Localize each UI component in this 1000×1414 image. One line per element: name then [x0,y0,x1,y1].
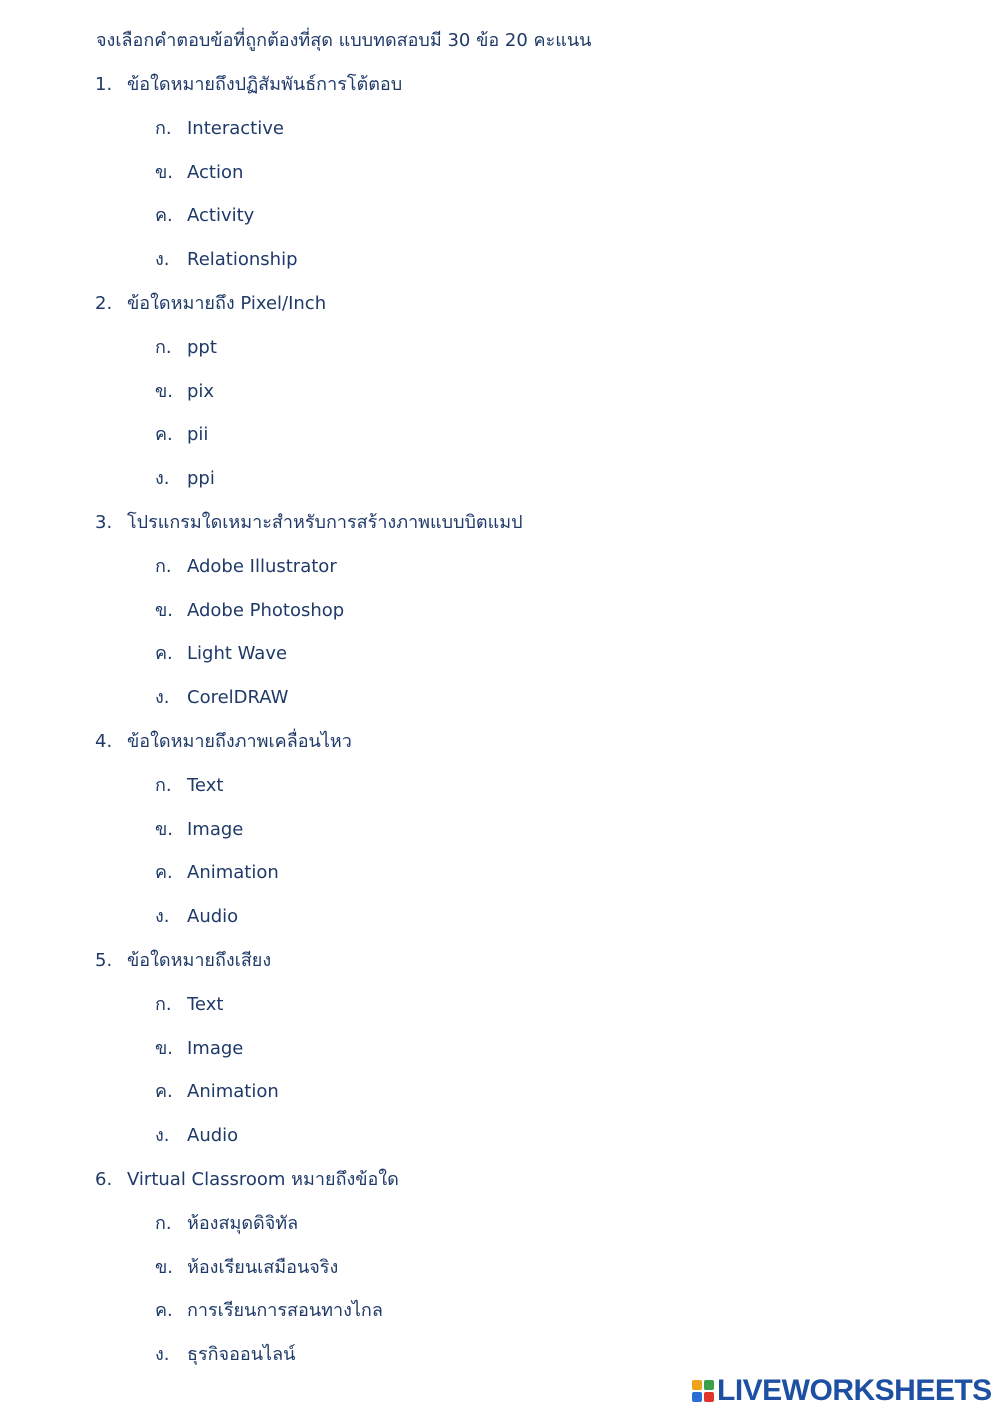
liveworksheets-logo [692,1376,992,1406]
option-letter: ข. [155,599,174,621]
option-letter: ก. [155,993,172,1015]
answer-option[interactable] [0,553,1000,597]
answer-option[interactable] [0,159,1000,203]
option-letter: ค. [155,424,173,446]
option-text: Interactive [187,117,284,139]
question-text: ข้อใดหมายถึงภาพเคลื่อนไหว [127,730,352,752]
answer-option[interactable] [0,772,1000,816]
answer-option[interactable] [0,684,1000,728]
answer-option[interactable] [0,640,1000,684]
answer-option[interactable] [0,378,1000,422]
answer-option[interactable] [0,816,1000,860]
answer-option[interactable] [0,1210,1000,1254]
option-letter: ก. [155,1212,172,1234]
answer-option[interactable] [0,1078,1000,1122]
answer-option[interactable] [0,1122,1000,1166]
option-letter: ค. [155,1081,173,1103]
option-letter: ข. [155,1037,174,1059]
answer-option[interactable] [0,1035,1000,1079]
question-text: ข้อใดหมายถึงปฏิสัมพันธ์การโต้ตอบ [127,74,403,95]
option-text: ppi [187,468,215,490]
option-text: ธุรกิจออนไลน์ [187,1344,296,1366]
option-letter: ข. [155,161,174,183]
logo-text: LIVEWORKSHEETS [717,1374,992,1407]
answer-option[interactable] [0,334,1000,378]
option-letter: ก. [155,117,172,139]
question-text: Virtual Classroom หมายถึงข้อใด [127,1168,399,1190]
option-text: ห้องสมุดดิจิทัล [187,1212,299,1234]
option-letter: ก. [155,774,172,796]
option-text: Animation [187,1081,279,1103]
answer-option[interactable] [0,465,1000,509]
option-letter: ข. [155,818,174,840]
option-text: Audio [187,1125,239,1147]
question-number: 3. [95,511,113,533]
question-number: 5. [95,949,113,971]
answer-option[interactable] [0,991,1000,1035]
answer-option[interactable] [0,597,1000,641]
answer-option[interactable] [0,115,1000,159]
question-number: 1. [95,74,113,95]
question-4 [0,728,1000,772]
option-text: Text [187,993,224,1015]
option-text: Animation [187,862,279,884]
option-text: Adobe Photoshop [187,599,345,621]
option-letter: ง. [155,249,170,271]
logo-square-2 [704,1380,714,1390]
instruction-text: จงเลือกคำตอบข้อที่ถูกต้องที่สุด แบบทดสอบมี 30 ข้อ 20 คะแนน [96,30,592,51]
option-letter: ค. [155,205,173,227]
question-text: ข้อใดหมายถึง Pixel/Inch [127,292,327,314]
option-letter: ข. [155,380,174,402]
question-number: 4. [95,730,113,752]
option-letter: ค. [155,1300,173,1322]
option-text: ppt [187,336,217,358]
option-letter: ง. [155,906,170,928]
option-text: การเรียนการสอนทางไกล [187,1300,383,1322]
question-text: ข้อใดหมายถึงเสียง [127,949,272,971]
question-6 [0,1166,1000,1210]
question-1 [0,71,1000,115]
option-text: Adobe Illustrator [187,555,337,577]
option-letter: ก. [155,555,172,577]
question-5 [0,947,1000,991]
answer-option[interactable] [0,246,1000,290]
answer-option[interactable] [0,859,1000,903]
option-text: pii [187,424,209,446]
option-letter: ข. [155,1256,174,1278]
logo-square-1 [692,1380,702,1390]
option-text: Image [187,818,244,840]
option-text: Relationship [187,249,298,271]
option-letter: ก. [155,336,172,358]
option-letter: ง. [155,1125,170,1147]
option-text: CorelDRAW [187,687,289,709]
option-letter: ง. [155,1344,170,1366]
answer-option[interactable] [0,1297,1000,1341]
option-text: pix [187,380,215,402]
option-text: ห้องเรียนเสมือนจริง [187,1256,339,1278]
answer-option[interactable] [0,421,1000,465]
logo-square-4 [704,1392,714,1402]
option-letter: ง. [155,468,170,490]
answer-option[interactable] [0,202,1000,246]
logo-mark-icon [692,1380,714,1402]
logo-square-3 [692,1392,702,1402]
answer-option[interactable] [0,1254,1000,1298]
question-3 [0,509,1000,553]
option-text: Action [187,161,244,183]
option-text: Image [187,1037,244,1059]
question-number: 6. [95,1168,113,1190]
option-letter: ค. [155,862,173,884]
option-text: Text [187,774,224,796]
option-letter: ง. [155,687,170,709]
question-number: 2. [95,292,113,314]
option-text: Light Wave [187,643,288,665]
answer-option[interactable] [0,903,1000,947]
option-text: Activity [187,205,255,227]
question-2 [0,290,1000,334]
quiz-list [0,71,1000,1385]
question-text: โปรแกรมใดเหมาะสำหรับการสร้างภาพแบบบิตแมป [127,511,523,533]
option-letter: ค. [155,643,173,665]
option-text: Audio [187,906,239,928]
